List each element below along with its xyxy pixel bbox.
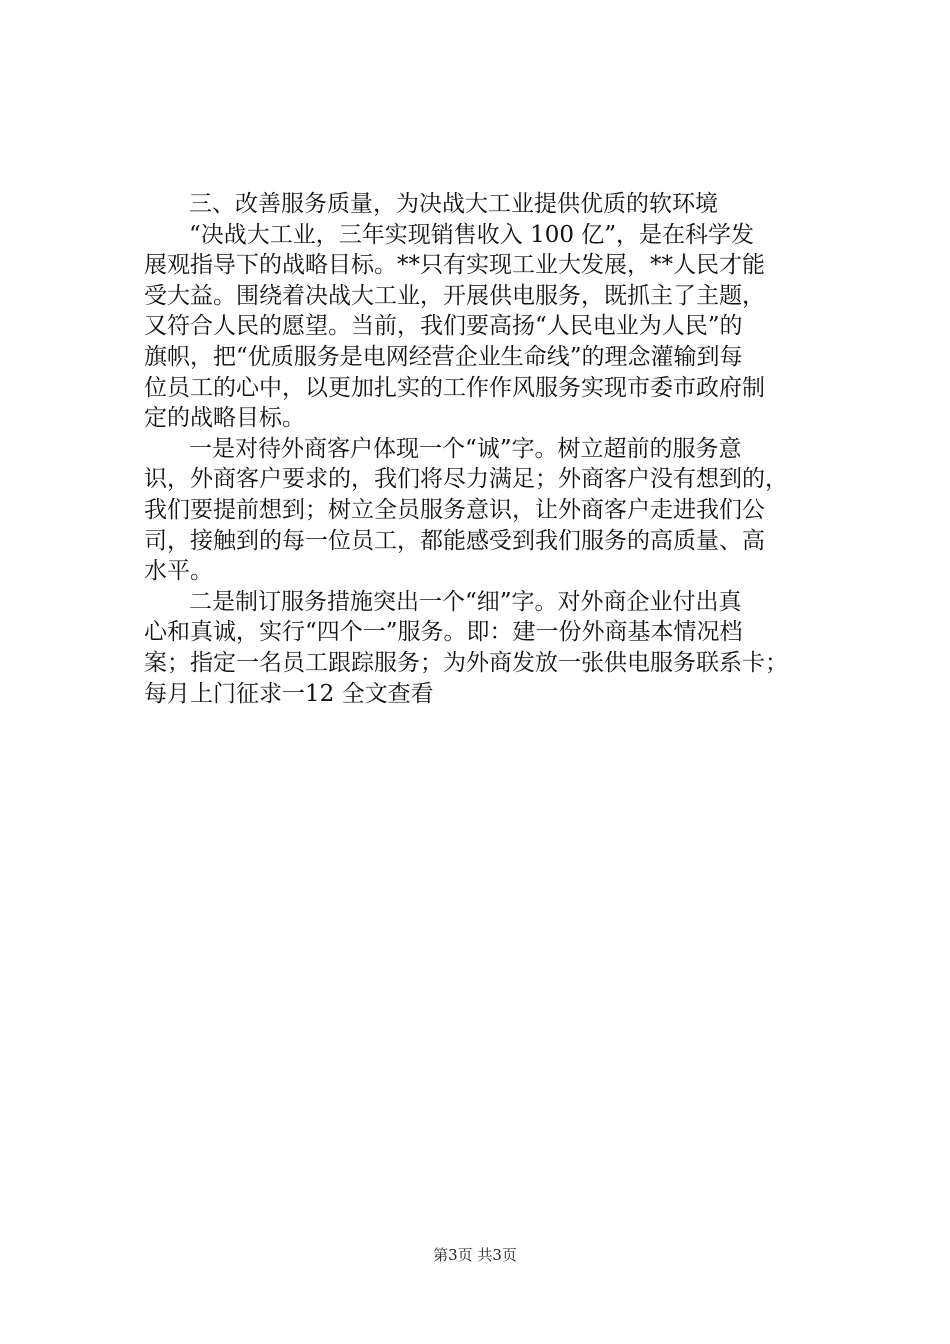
paragraph-line: 受大益。围绕着决战大工业，开展供电服务，既抓主了主题，: [144, 282, 765, 309]
paragraph-line: 展观指导下的战略目标。**只有实现工业大发展，**人民才能: [144, 252, 765, 279]
paragraph-line: 司，接触到的每一位员工，都能感受到我们服务的高质量、高: [144, 527, 765, 554]
paragraph-line: 又符合人民的愿望。当前，我们要高扬“人民电业为人民”的: [144, 313, 743, 340]
section-heading: 三、改善服务质量，为决战大工业提供优质的软环境: [189, 191, 718, 217]
paragraph-line: 水平。: [144, 558, 213, 585]
paragraph-line: 位员工的心中，以更加扎实的工作作风服务实现市委市政府制: [144, 374, 765, 401]
page-number-footer: 第3页 共3页: [433, 1246, 517, 1264]
paragraph-line: 二是制订服务措施突出一个“细”字。对外商企业付出真: [189, 588, 742, 615]
paragraph-line: 我们要提前想到；树立全员服务意识，让外商客户走进我们公: [144, 496, 765, 523]
paragraph-line: 心和真诚，实行“四个一”服务。即：建一份外商基本情况档: [144, 619, 743, 646]
paragraph-line: 定的战略目标。: [144, 405, 305, 432]
paragraph-line: 一是对待外商客户体现一个“诚”字。树立超前的服务意: [189, 435, 742, 462]
paragraph-line: 每月上门征求一12 全文查看: [144, 680, 434, 707]
paragraph-line: 案；指定一名员工跟踪服务；为外商发放一张供电服务联系卡；: [144, 649, 788, 676]
document-body: [144, 189, 834, 709]
paragraph-line: “决战大工业，三年实现销售收入 100 亿”，是在科学发: [189, 221, 755, 248]
paragraph-line: 旗帜，把“优质服务是电网经营企业生命线”的理念灌输到每: [144, 343, 743, 370]
paragraph-line: 识，外商客户要求的，我们将尽力满足；外商客户没有想到的，: [144, 466, 788, 493]
